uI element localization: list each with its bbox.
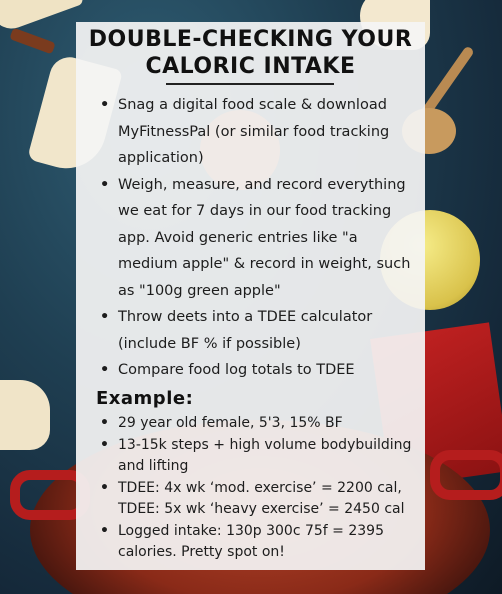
example-list <box>98 413 418 564</box>
info-card <box>76 22 425 570</box>
list-item: • 13-15k steps + high volume bodybuilding and lifting <box>98 435 418 478</box>
list-item: • Weigh, measure, and record everything we eat for 7 days in our food tracking app. Avoid generic entries like "a medium apple" & record in weight, such as "100g green apple" <box>98 172 418 305</box>
cinnamon-stick-decoration <box>9 28 55 55</box>
list-item: • TDEE: 4x wk ‘mod. exercise’ = 2200 cal, TDEE: 5x wk ‘heavy exercise’ = 2450 cal <box>98 478 418 521</box>
card-title-line-1: DOUBLE-CHECKING YOUR <box>88 27 413 52</box>
list-item: • Compare food log totals to TDEE <box>98 357 418 384</box>
title-underline <box>166 83 334 85</box>
list-item: • Logged intake: 130p 300c 75f = 2395 calories. Pretty spot on! <box>98 521 418 564</box>
list-item: • Snag a digital food scale & download MyFitnessPal (or similar food tracking application) <box>98 92 418 172</box>
cracker-decoration <box>0 380 50 450</box>
card-title-line-2: CALORIC INTAKE <box>145 54 356 79</box>
pan-handle-right <box>430 450 502 500</box>
list-item: • Throw deets into a TDEE calculator (include BF % if possible) <box>98 304 418 357</box>
example-heading: Example: <box>96 388 194 409</box>
steps-list <box>98 92 418 384</box>
list-item: • 29 year old female, 5'3, 15% BF <box>98 413 418 435</box>
